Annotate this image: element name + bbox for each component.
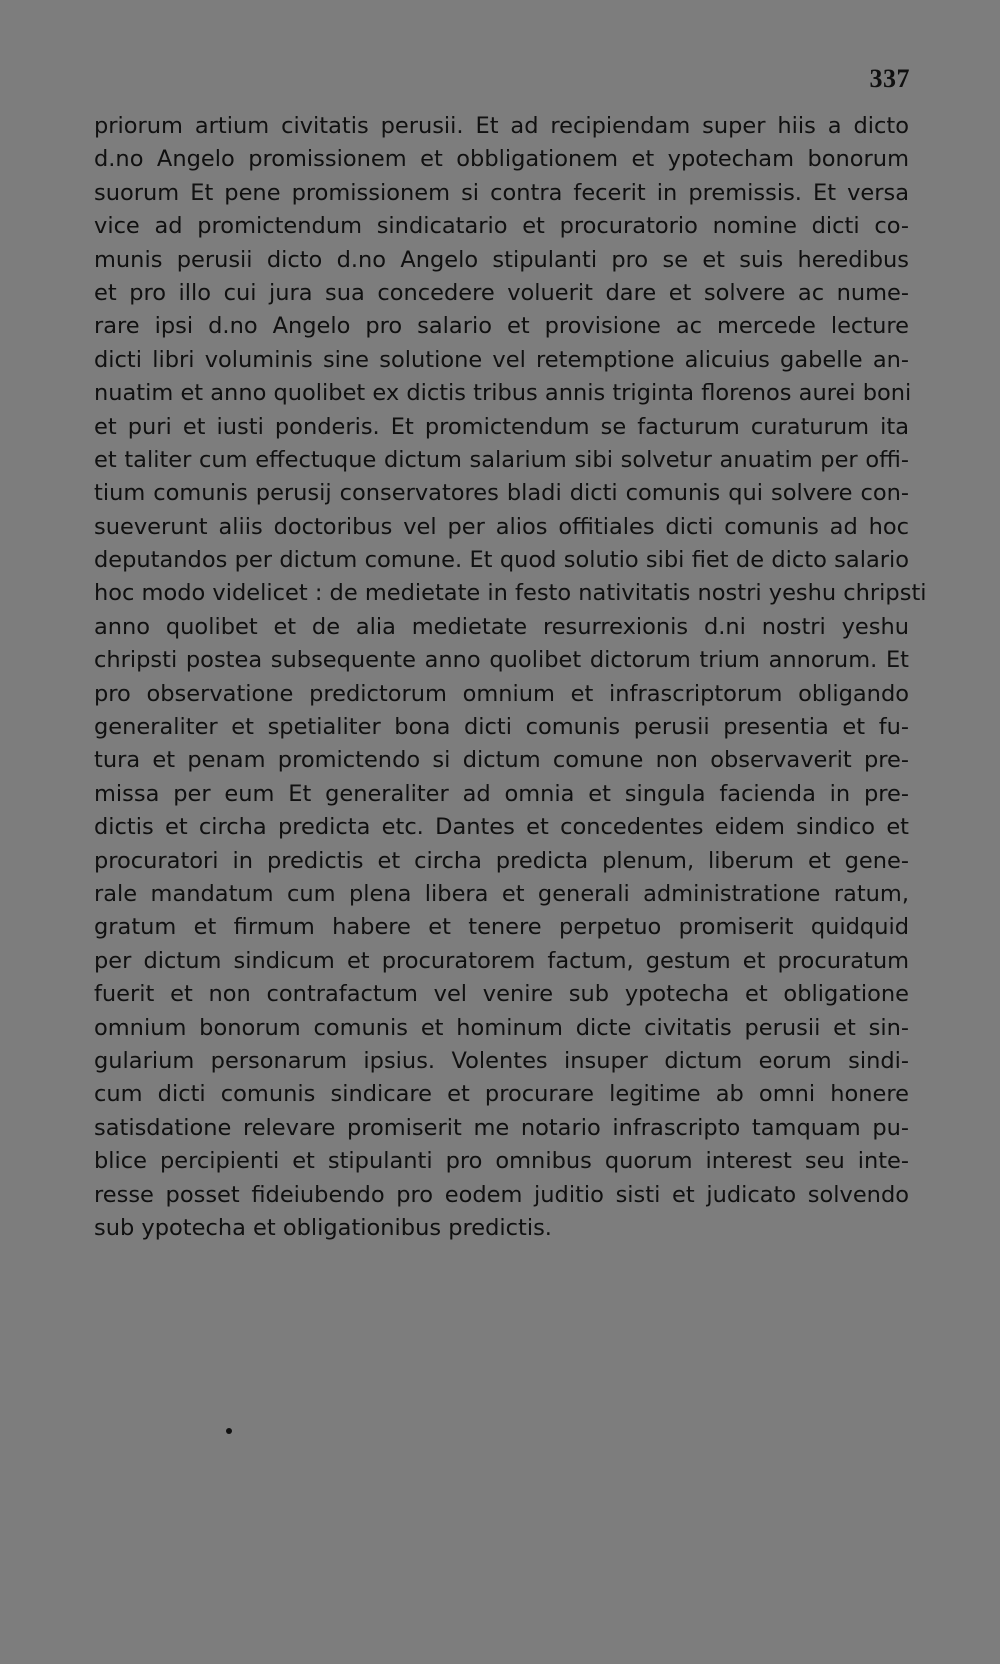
text-line: fuerit et non contrafactum vel venire sub ypotecha et obligatione [94, 981, 909, 1008]
text-line: munis perusii dicto d.no Angelo stipulanti pro se et suis heredibus [94, 246, 909, 273]
text-line: et taliter cum effectuque dictum salarium sibi solvetur anuatim per offi- [94, 446, 909, 473]
text-line: satisdatione relevare promiserit me notario infrascripto tamquam pu- [94, 1114, 909, 1141]
text-line: sueverunt aliis doctoribus vel per alios offitiales dicti comunis ad hoc [94, 513, 909, 540]
ink-speck [226, 1428, 232, 1434]
text-line: d.no Angelo promissionem et obbligationem et ypotecham bonorum [94, 146, 909, 173]
text-line: tium comunis perusij conservatores bladi dicti comunis qui solvere con- [94, 480, 909, 507]
text-line: blice percipienti et stipulanti pro omnibus quorum interest seu inte- [94, 1148, 909, 1175]
text-line: omnium bonorum comunis et hominum dicte civitatis perusii et sin- [94, 1014, 909, 1041]
text-line: tura et penam promictendo si dictum comune non observaverit pre- [94, 747, 909, 774]
text-line: gratum et firmum habere et tenere perpetuo promiserit quidquid [94, 914, 909, 941]
text-line: cum dicti comunis sindicare et procurare legitime ab omni honere [94, 1081, 909, 1108]
text-line: vice ad promictendum sindicatario et procuratorio nomine dicti co- [94, 213, 909, 240]
text-line: generaliter et spetialiter bona dicti comunis perusii presentia et fu- [94, 714, 909, 741]
body-text [94, 110, 927, 1245]
text-line: rare ipsi d.no Angelo pro salario et provisione ac mercede lecture [94, 313, 909, 340]
text-line: nuatim et anno quolibet ex dictis tribus annis triginta florenos aurei boni [94, 380, 912, 407]
text-line: suorum Et pene promissionem si contra fecerit in premissis. Et versa [94, 179, 909, 206]
text-line: resse posset fideiubendo pro eodem juditio sisti et judicato solvendo [94, 1181, 909, 1208]
text-line: gularium personarum ipsius. Volentes insuper dictum eorum sindi- [94, 1047, 909, 1074]
text-line: et puri et iusti ponderis. Et promictendum se facturum curaturum ita [94, 413, 909, 440]
text-line: priorum artium civitatis perusii. Et ad recipiendam super hiis a dicto [94, 113, 909, 139]
page-number: 337 [869, 64, 910, 93]
text-line: pro observatione predictorum omnium et infrascriptorum obligando [94, 680, 909, 707]
text-line: rale mandatum cum plena libera et generali administratione ratum, [94, 880, 909, 907]
text-line: dictis et circha predicta etc. Dantes et concedentes eidem sindico et [94, 814, 909, 841]
text-line: deputandos per dictum comune. Et quod solutio sibi fiet de dicto salario [94, 547, 909, 574]
text-line: et pro illo cui jura sua concedere voluerit dare et solvere ac nume- [94, 279, 909, 306]
text-line: missa per eum Et generaliter ad omnia et singula facienda in pre- [94, 780, 909, 807]
text-line: chripsti postea subsequente anno quolibet dictorum trium annorum. Et [94, 647, 909, 674]
text-line: procuratori in predictis et circha predicta plenum, liberum et gene- [94, 847, 909, 874]
text-line: hoc modo videlicet : de medietate in festo nativitatis nostri yeshu chripsti [94, 580, 927, 607]
text-line: anno quolibet et de alia medietate resurrexionis d.ni nostri yeshu [94, 613, 909, 640]
text-line: per dictum sindicum et procuratorem factum, gestum et procuratum [94, 947, 909, 974]
text-line: dicti libri voluminis sine solutione vel retemptione alicuius gabelle an- [94, 346, 909, 373]
text-line: sub ypotecha et obligationibus predictis. [94, 1214, 552, 1241]
